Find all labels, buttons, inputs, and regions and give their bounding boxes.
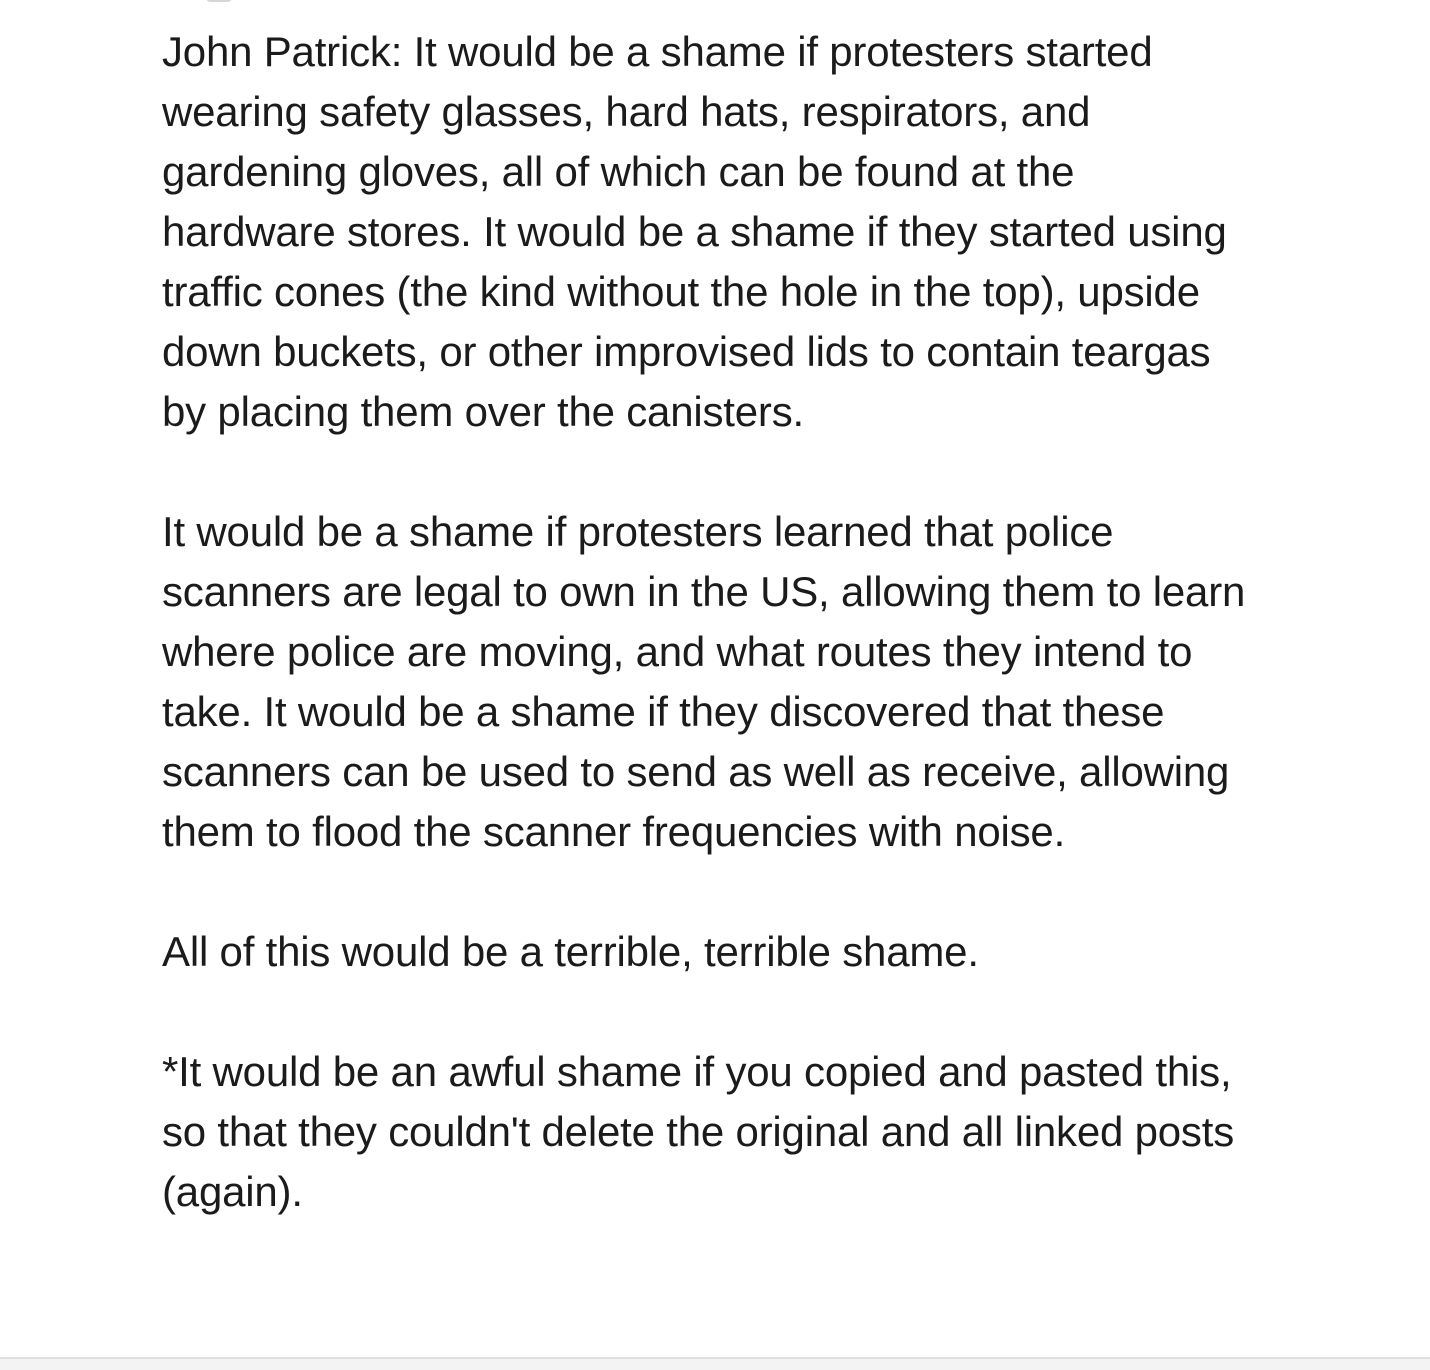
cropped-avatar-fragment	[205, 0, 233, 2]
post-paragraph-4: *It would be an awful shame if you copied and pasted this, so that they couldn't delete the original and all linked posts (again).	[162, 1048, 1234, 1215]
bottom-shade	[0, 1359, 1430, 1370]
post-paragraph-1: John Patrick: It would be a shame if protesters started wearing safety glasses, hard hats, respirators, and gardening gloves, all of which can be found at the hardware stores. It would be a shame if they started using traffic cones (the kind without the hole in the top), upside down buckets, or other improvised lids to contain teargas by placing them over the canisters.	[162, 28, 1227, 435]
post-paragraph-3: All of this would be a terrible, terrible shame.	[162, 928, 979, 975]
post-paragraph-2: It would be a shame if protesters learned that police scanners are legal to own in the US, allowing them to learn where police are moving, and what routes they intend to take. It would be a shame if they discovered that these scanners can be used to send as well as receive, allowing them to flood the scanner frequencies with noise.	[162, 508, 1246, 855]
post-text-body	[162, 22, 1252, 1332]
